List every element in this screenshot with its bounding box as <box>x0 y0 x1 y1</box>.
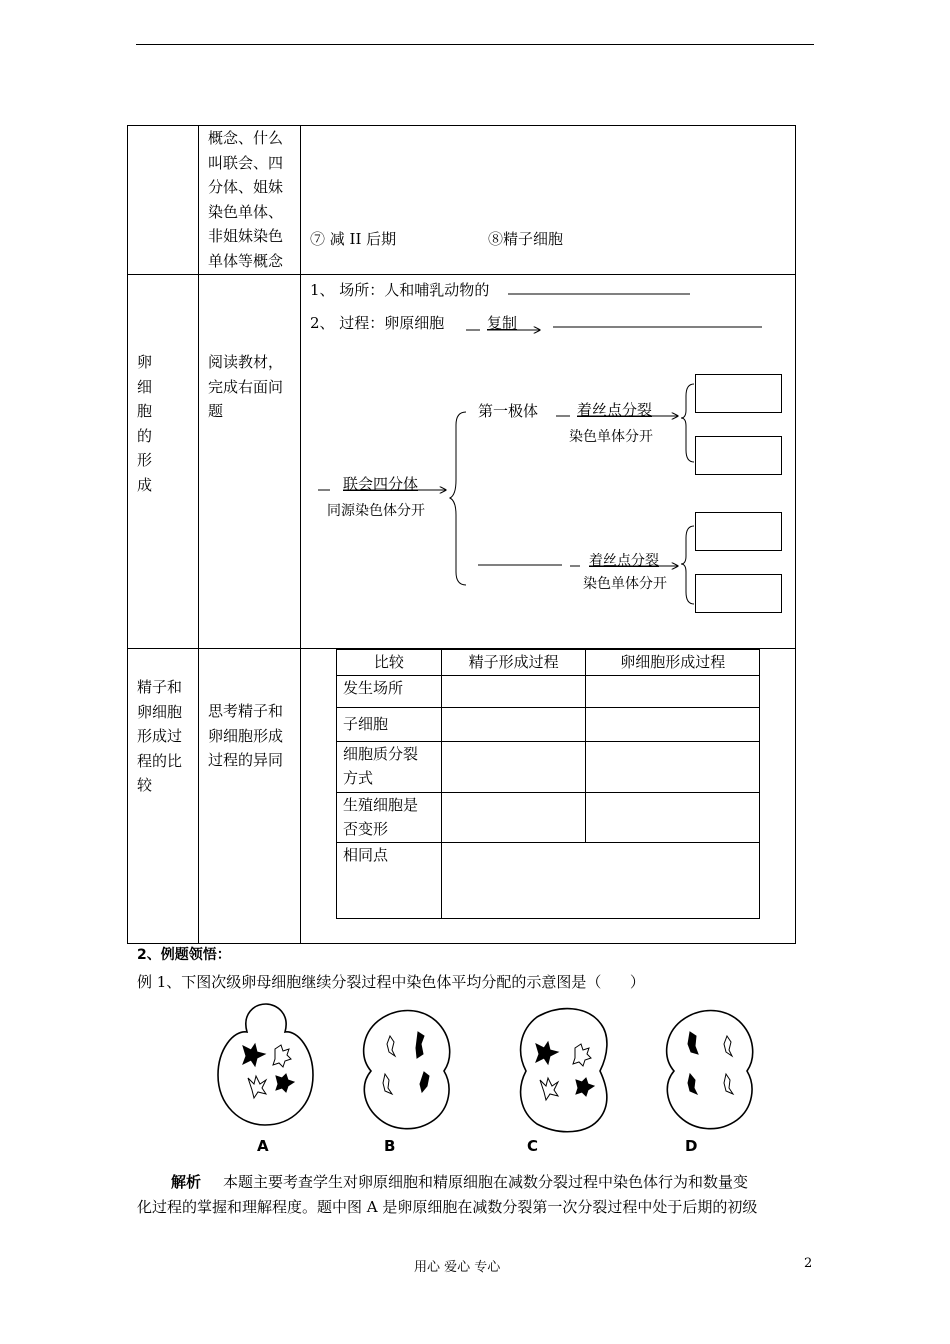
chromosome-icon <box>243 1044 265 1066</box>
row1-concepts: 概念、什么 叫联会、四 分体、姐妹 染色单体、 非姐妹染色 单体等概念 <box>208 129 284 270</box>
item-8: ⑧精子细胞 <box>488 230 564 248</box>
row3-title: 精子和 卵细胞 形成过 程的比 较 <box>137 678 183 794</box>
chromatid-separate-2: 染色单体分开 <box>583 576 667 592</box>
location-line: 1、 场所：人和哺乳动物的 <box>310 281 490 299</box>
chromatid-separate-1: 染色单体分开 <box>569 429 653 445</box>
chromosome-icon <box>724 1074 733 1094</box>
cell-a-outline <box>218 1004 313 1125</box>
chromosome-icon <box>688 1074 697 1094</box>
chromosome-icon <box>688 1032 698 1054</box>
cell-d-outline <box>667 1011 753 1129</box>
header-egg: 卵细胞形成过程 <box>586 650 760 676</box>
row2-instruction: 阅读教材， 完成右面问 题 <box>208 353 284 420</box>
chromosome-icon <box>576 1078 594 1096</box>
chromosome-icon <box>416 1032 424 1058</box>
header-sperm: 精子形成过程 <box>441 650 586 676</box>
chromosome-icon <box>573 1044 591 1066</box>
table-row: 生殖细胞是 否变形 <box>337 793 760 843</box>
cell-c-outline <box>521 1009 607 1132</box>
chromosome-icon <box>536 1042 558 1064</box>
chromosome-icon <box>273 1045 291 1067</box>
figure-label-c: C <box>527 1137 539 1155</box>
chromosome-icon <box>383 1074 392 1094</box>
duplicate-label: 复制 <box>487 314 518 332</box>
figure-label-b: B <box>384 1137 396 1155</box>
centromere-split-1: 着丝点分裂 <box>577 401 653 419</box>
figure-label-a: A <box>257 1137 269 1155</box>
figure-label-d: D <box>685 1137 698 1155</box>
header-compare: 比较 <box>337 650 442 676</box>
table-row: 子细胞 <box>337 708 760 742</box>
page-number: 2 <box>804 1256 813 1271</box>
process-line: 2、 过程：卵原细胞 <box>310 314 445 332</box>
analysis-line-2: 化过程的掌握和理解程度。题中图 A 是卵原细胞在减数分裂第一次分裂过程中处于后期的初级 <box>137 1198 758 1216</box>
first-polar-body: 第一极体 <box>478 402 539 420</box>
row2-title: 卵 细 胞 的 形 成 <box>137 353 153 494</box>
chromosome-icon <box>387 1036 395 1056</box>
table-row: 细胞质分裂 方式 <box>337 742 760 793</box>
chromosome-icon <box>724 1036 732 1056</box>
homolog-separate: 同源染色体分开 <box>327 503 425 519</box>
chromosome-icon <box>420 1072 429 1092</box>
synapsis-label: 联会四分体 <box>343 475 419 493</box>
analysis-line-1: 本题主要考查学生对卵原细胞和精原细胞在减数分裂过程中染色体行为和数量变 <box>223 1173 749 1191</box>
table-row: 发生场所 <box>337 676 760 708</box>
table-row: 相同点 <box>337 843 760 919</box>
analysis-label: 解析 <box>171 1173 202 1191</box>
chromosome-icon <box>248 1076 266 1098</box>
chromosome-icon <box>276 1074 294 1092</box>
section-heading: 2、例题领悟： <box>137 947 231 963</box>
cell-b-outline <box>364 1011 450 1129</box>
row3-instruction: 思考精子和 卵细胞形成 过程的异同 <box>208 702 284 769</box>
chromosome-icon <box>540 1078 558 1100</box>
item-7: ⑦ 减 II 后期 <box>310 230 397 248</box>
footer-motto: 用心 爱心 专心 <box>414 1260 501 1275</box>
centromere-split-2: 着丝点分裂 <box>589 553 659 569</box>
example-question: 例 1、下图次级卵母细胞继续分裂过程中染色体平均分配的示意图是（ ） <box>137 973 645 991</box>
